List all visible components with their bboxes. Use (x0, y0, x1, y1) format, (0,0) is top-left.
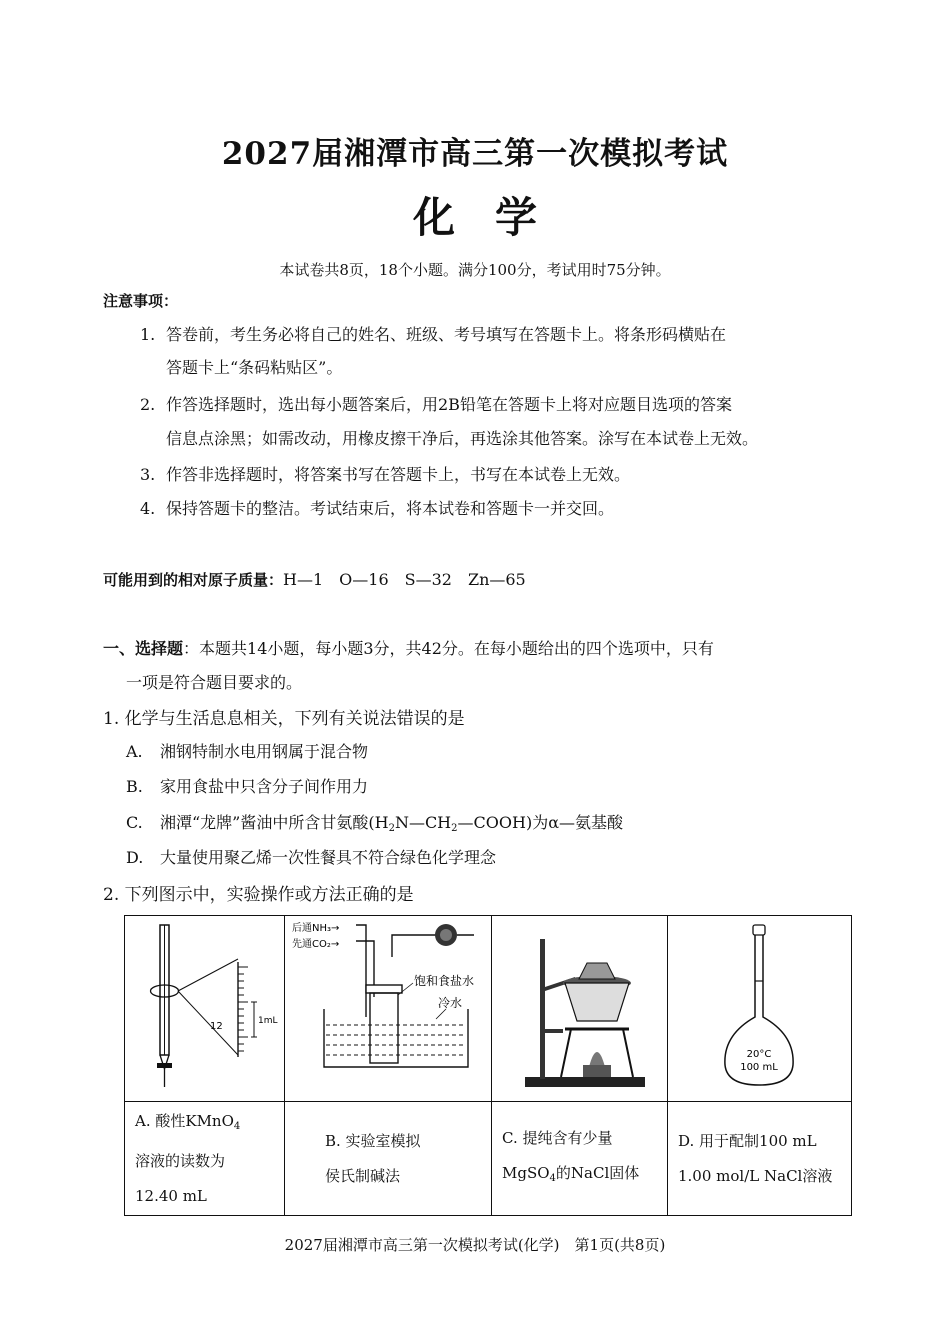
question-1-option-a: A. 湘钢特制水电用钢属于混合物 (126, 742, 369, 761)
option-b-caption: B. 实验室模拟 侯氏制碱法 (285, 1102, 492, 1216)
svg-text:先通CO₂→: 先通CO₂→ (292, 938, 340, 950)
figure-d-cell (668, 916, 852, 1102)
exam-intro: 本试卷共8页，18个小题。满分100分，考试用时75分钟。 (279, 261, 671, 279)
section-1-intro: 一、选择题：本题共14小题，每小题3分，共42分。在每小题给出的四个选项中，只有 (103, 639, 714, 658)
svg-text:100 mL: 100 mL (739, 1061, 778, 1073)
figure-b-cell (285, 916, 492, 1102)
option-c-caption: C. 提纯含有少量 MgSO$_4$的NaCl固体 (492, 1102, 668, 1216)
section-1-label: 一、选择题 (103, 639, 184, 658)
subject-title: 化学 (412, 193, 577, 242)
figure-c-cell (492, 916, 668, 1102)
option-d-caption: D. 用于配制100 mL 1.00 mol/L NaCl溶液 (668, 1102, 852, 1216)
notice-item-1: 1. 答卷前，考生务必将自己的姓名、班级、考号填写在答题卡上。将条形码横贴在 (140, 325, 727, 344)
atomic-masses-values: H—1 O—16 S—32 Zn—65 (283, 570, 526, 589)
notice-item-2: 2. 作答选择题时，选出每小题答案后，用2B铅笔在答题卡上将对应题目选项的答案 (140, 395, 732, 414)
atomic-masses-label: 可能用到的相对原子质量： (103, 571, 284, 589)
option-a-caption: A. 酸性KMnO$_4$ 溶液的读数为 12.40 mL (125, 1102, 285, 1216)
atomic-masses (103, 567, 526, 590)
volumetric-flask-figure (685, 917, 835, 1097)
question-2-options-table (124, 915, 852, 1216)
notice-item-2-cont: 信息点涂黑；如需改动，用橡皮擦干净后，再选涂其他答案。涂写在本试卷上无效。 (166, 429, 759, 448)
section-1-intro-cont: 一项是符合题目要求的。 (126, 673, 303, 692)
svg-text:12: 12 (209, 1020, 223, 1032)
svg-text:冷水: 冷水 (438, 995, 463, 1010)
hou-process-figure (288, 917, 488, 1097)
notice-item-3: 3. 作答非选择题时，将答案书写在答题卡上，书写在本试卷上无效。 (140, 465, 631, 484)
svg-text:1mL: 1mL (257, 1015, 278, 1026)
figure-a-cell (125, 916, 285, 1102)
burette-figure (130, 917, 280, 1097)
question-1-option-b: B. 家用食盐中只含分子间作用力 (126, 777, 369, 796)
notice-item-1-cont: 答题卡上“条码粘贴区”。 (166, 358, 343, 377)
exam-title: 2027届湘潭市高三第一次模拟考试 (221, 136, 729, 172)
question-1-option-d: D. 大量使用聚乙烯一次性餐具不符合绿色化学理念 (126, 848, 497, 867)
question-2-stem: 2. 下列图示中，实验操作或方法正确的是 (103, 885, 414, 905)
page-footer: 2027届湘潭市高三第一次模拟考试(化学) 第1页(共8页) (284, 1236, 666, 1254)
notice-item-4: 4. 保持答题卡的整洁。考试结束后，将本试卷和答题卡一并交回。 (140, 499, 615, 518)
question-1-stem: 1. 化学与生活息息相关，下列有关说法错误的是 (103, 709, 465, 729)
question-1-option-c: C. 湘潭“龙牌”酱油中所含甘氨酸$(H_2N—CH_2—COOH)$为α—氨基酸 (126, 813, 623, 834)
notice-heading: 注意事项： (103, 292, 179, 310)
svg-text:后通NH₃→: 后通NH₃→ (292, 922, 340, 934)
svg-text:饱和食盐水: 饱和食盐水 (414, 973, 475, 988)
evaporation-figure (495, 917, 665, 1097)
svg-text:20°C: 20°C (746, 1048, 771, 1060)
